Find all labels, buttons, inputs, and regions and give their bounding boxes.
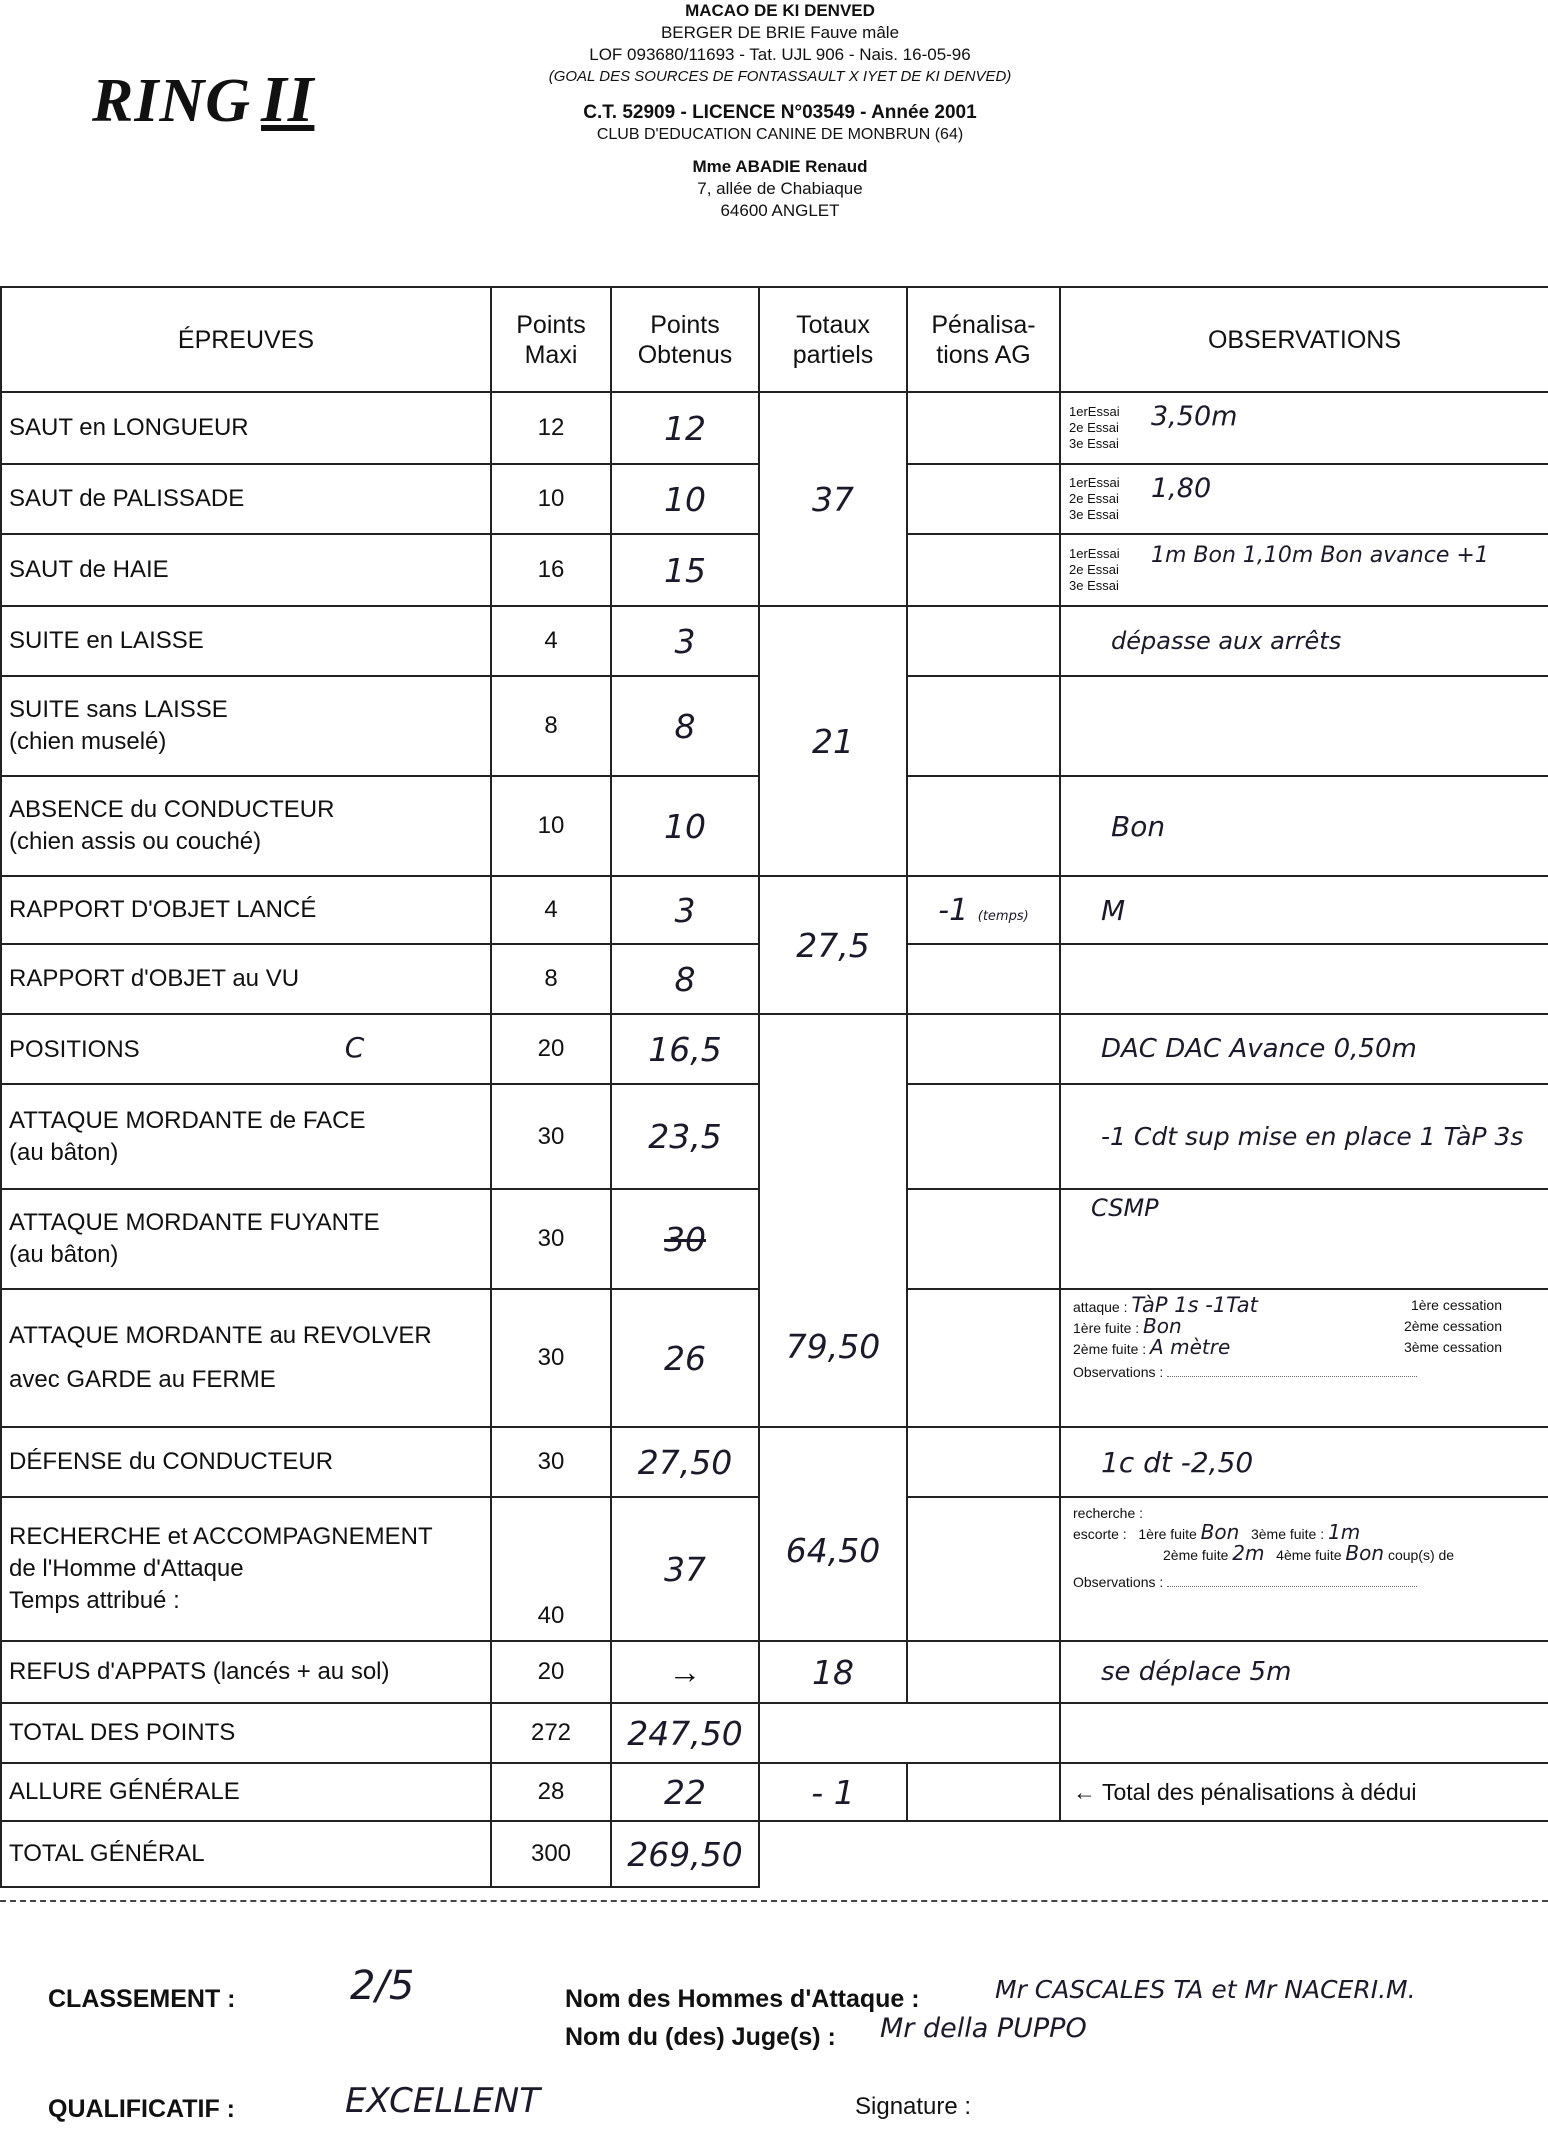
- row-obtenus: 27,50: [611, 1427, 759, 1497]
- row-observation: DAC DAC Avance 0,50m: [1060, 1014, 1548, 1084]
- row-obtenus: 12: [611, 392, 759, 464]
- total-general-value: 269,50: [611, 1821, 759, 1887]
- row-maxi: 40: [491, 1497, 611, 1641]
- row-obtenus: 8: [611, 676, 759, 776]
- allure-maxi: 28: [491, 1763, 611, 1821]
- row-maxi: 12: [491, 392, 611, 464]
- score-table: [0, 286, 1548, 1888]
- owner-city: 64600 ANGLET: [720, 201, 840, 220]
- row-label: REFUS d'APPATS (lancés + au sol): [1, 1641, 491, 1703]
- allure-row: [1, 1763, 1548, 1821]
- hommes-label: Nom des Hommes d'Attaque :: [565, 1985, 920, 2013]
- revolver-observation: attaque : TàP 1s -1Tat 1ère cessation 1ère fuite : Bon 2ème cessation 2ème fuite : A mètre 3ème cessation Observations :: [1060, 1289, 1548, 1427]
- row-observation: 1erEssai 2e Essai 3e Essai 3,50m: [1060, 392, 1548, 464]
- row-label: RAPPORT d'OBJET au VU: [1, 944, 491, 1014]
- total-general-maxi: 300: [491, 1821, 611, 1887]
- table-row: [1, 876, 1548, 944]
- row-obtenus: 30: [611, 1189, 759, 1289]
- col-observations: OBSERVATIONS: [1060, 287, 1548, 392]
- qualificatif-value: EXCELLENT: [345, 2081, 540, 2121]
- partial-total-4: 79,50: [759, 1014, 907, 1427]
- club: CLUB D'EDUCATION CANINE DE MONBRUN (64): [596, 126, 964, 143]
- row-maxi: 20: [491, 1641, 611, 1703]
- dog-header: [500, 0, 1060, 222]
- row-obtenus: 15: [611, 534, 759, 606]
- total-points-value: 247,50: [611, 1703, 759, 1763]
- row-label: SUITE sans LAISSE (chien muselé): [1, 676, 491, 776]
- total-points-label: TOTAL DES POINTS: [1, 1703, 491, 1763]
- row-maxi: 30: [491, 1427, 611, 1497]
- col-points-obtenus: Points Obtenus: [611, 287, 759, 392]
- total-points-maxi: 272: [491, 1703, 611, 1763]
- table-row: [1, 1641, 1548, 1703]
- partial-total-6: 18: [759, 1641, 907, 1703]
- ring-word: RING: [92, 67, 252, 135]
- row-obtenus: 23,5: [611, 1084, 759, 1189]
- row-obtenus: 37: [611, 1497, 759, 1641]
- row-observation: 1erEssai 2e Essai 3e Essai 1m Bon 1,10m Bon avance +1: [1060, 534, 1548, 606]
- row-observation: M: [1060, 876, 1548, 944]
- row-label: SUITE en LAISSE: [1, 606, 491, 676]
- ring-title: [92, 62, 314, 138]
- row-maxi: 8: [491, 944, 611, 1014]
- classement-label: CLASSEMENT :: [48, 1985, 236, 2013]
- total-general-label: TOTAL GÉNÉRAL: [1, 1821, 491, 1887]
- allure-value: 22: [611, 1763, 759, 1821]
- table-row: [1, 392, 1548, 464]
- signature-label: Signature :: [855, 2093, 972, 2120]
- partial-total-2: 21: [759, 606, 907, 876]
- juges-value: Mr della PUPPO: [880, 2013, 1087, 2044]
- row-maxi: 10: [491, 776, 611, 876]
- row-maxi: 30: [491, 1289, 611, 1427]
- dog-name: MACAO DE KI DENVED: [685, 1, 875, 20]
- row-maxi: 30: [491, 1084, 611, 1189]
- row-obtenus: 3: [611, 876, 759, 944]
- partial-total-1: 37: [759, 392, 907, 606]
- row-label: ATTAQUE MORDANTE au REVOLVER avec GARDE au FERME: [1, 1289, 491, 1427]
- col-totaux-partiels: Totaux partiels: [759, 287, 907, 392]
- row-label: SAUT de HAIE: [1, 534, 491, 606]
- row-obtenus: 26: [611, 1289, 759, 1427]
- row-observation: Bon: [1060, 776, 1548, 876]
- row-label: RECHERCHE et ACCOMPAGNEMENT de l'Homme d'Attaque Temps attribué :: [1, 1497, 491, 1641]
- dog-parents: (GOAL DES SOURCES DE FONTASSAULT X IYET DE KI DENVED): [548, 68, 1012, 85]
- recherche-observation: recherche : escorte : 1ère fuite Bon 3ème fuite : 1m 2ème fuite 2m 4ème fuite Bon coup(s) de Observations :: [1060, 1497, 1548, 1641]
- penalty-cell: -1 (temps): [907, 876, 1060, 944]
- owner: Mme ABADIE Renaud: [692, 157, 868, 176]
- row-label: POSITIONS C: [1, 1014, 491, 1084]
- classement-value: 2/5: [350, 1963, 415, 2009]
- row-observation: se déplace 5m: [1060, 1641, 1548, 1703]
- row-maxi: 4: [491, 606, 611, 676]
- table-row: [1, 606, 1548, 676]
- table-row: [1, 1014, 1548, 1084]
- row-obtenus: 3: [611, 606, 759, 676]
- row-maxi: 20: [491, 1014, 611, 1084]
- partial-total-3: 27,5: [759, 876, 907, 1014]
- row-maxi: 16: [491, 534, 611, 606]
- allure-penalty: - 1: [759, 1763, 907, 1821]
- col-epreuves: ÉPREUVES: [1, 287, 491, 392]
- total-general-row: [1, 1821, 1548, 1887]
- partial-total-5: 64,50: [759, 1427, 907, 1641]
- footer: [0, 1905, 1548, 2147]
- hommes-value: Mr CASCALES TA et Mr NACERI.M.: [995, 1975, 1416, 2004]
- row-obtenus: 10: [611, 464, 759, 534]
- penalty-total-note: ← Total des pénalisations à dédui: [1060, 1763, 1548, 1821]
- row-label: RAPPORT D'OBJET LANCÉ: [1, 876, 491, 944]
- row-label: SAUT en LONGUEUR: [1, 392, 491, 464]
- row-label: SAUT de PALISSADE: [1, 464, 491, 534]
- row-obtenus: 16,5: [611, 1014, 759, 1084]
- allure-label: ALLURE GÉNÉRALE: [1, 1763, 491, 1821]
- row-observation: CSMP: [1060, 1189, 1548, 1289]
- row-observation: [1060, 944, 1548, 1014]
- total-points-row: [1, 1703, 1548, 1763]
- row-maxi: 4: [491, 876, 611, 944]
- row-label: ATTAQUE MORDANTE FUYANTE (au bâton): [1, 1189, 491, 1289]
- row-label: ABSENCE du CONDUCTEUR (chien assis ou couché): [1, 776, 491, 876]
- qualificatif-label: QUALIFICATIF :: [48, 2095, 235, 2123]
- col-penalisations: Pénalisa-tions AG: [907, 287, 1060, 392]
- row-observation: [1060, 676, 1548, 776]
- row-observation: dépasse aux arrêts: [1060, 606, 1548, 676]
- row-obtenus: 10: [611, 776, 759, 876]
- ring-level: II: [261, 63, 315, 136]
- positions-mark: C: [344, 1031, 365, 1064]
- divider: [0, 1900, 1548, 1902]
- row-obtenus: →: [611, 1641, 759, 1703]
- row-observation: -1 Cdt sup mise en place 1 TàP 3s: [1060, 1084, 1548, 1189]
- row-maxi: 8: [491, 676, 611, 776]
- table-row: [1, 1427, 1548, 1497]
- dog-breed: BERGER DE BRIE Fauve mâle: [660, 23, 900, 42]
- dog-lof: LOF 093680/11693 - Tat. UJL 906 - Nais. 16-05-96: [589, 45, 971, 64]
- row-label: DÉFENSE du CONDUCTEUR: [1, 1427, 491, 1497]
- juges-label: Nom du (des) Juge(s) :: [565, 2023, 836, 2051]
- licence: C.T. 52909 - LICENCE N°03549 - Année 2001: [583, 102, 977, 123]
- row-maxi: 30: [491, 1189, 611, 1289]
- owner-street: 7, allée de Chabiaque: [697, 179, 863, 198]
- row-maxi: 10: [491, 464, 611, 534]
- row-observation: 1erEssai 2e Essai 3e Essai 1,80: [1060, 464, 1548, 534]
- header-row: [1, 287, 1548, 392]
- col-points-maxi: Points Maxi: [491, 287, 611, 392]
- row-label: ATTAQUE MORDANTE de FACE (au bâton): [1, 1084, 491, 1189]
- row-obtenus: 8: [611, 944, 759, 1014]
- row-observation: 1c dt -2,50: [1060, 1427, 1548, 1497]
